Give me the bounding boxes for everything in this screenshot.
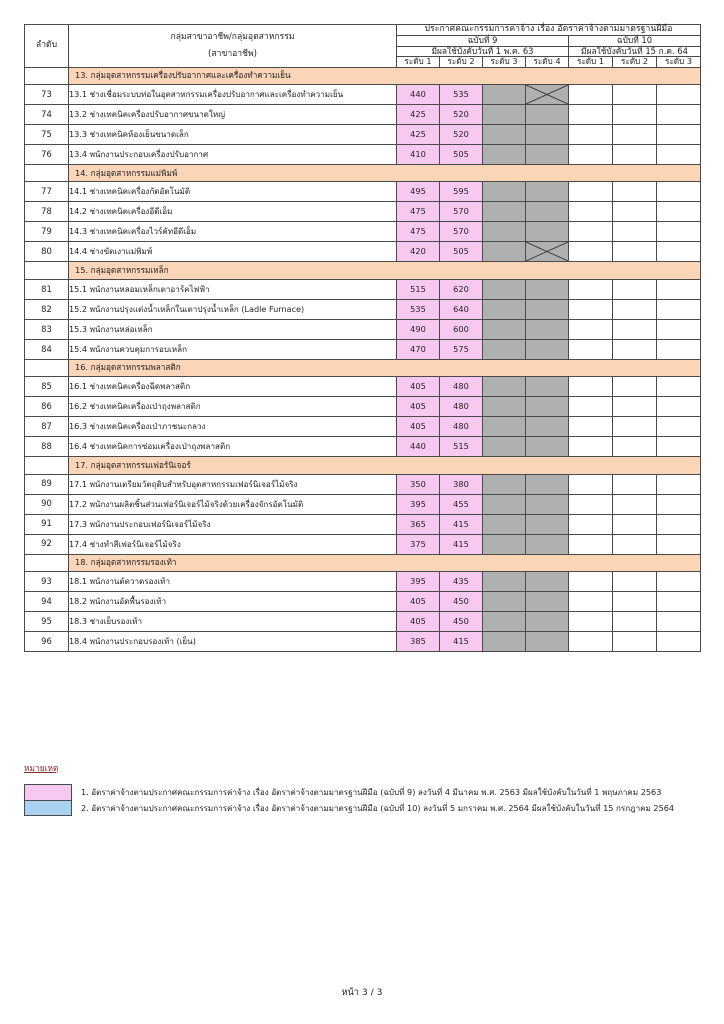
wage-cell-ed9-level2: 415 [440,632,483,652]
section-band-row [25,554,701,571]
wage-cell-ed9-level3 [483,85,526,105]
wage-cell-ed9-level3 [483,592,526,612]
crossed-out-marker [526,85,568,104]
wage-cell-ed10-level1 [569,632,613,652]
row-occupation-name: 16.1 ช่างเทคนิคเครื่องฉีดพลาสติก [69,377,397,397]
wage-cell-ed9-level3 [483,279,526,299]
wage-cell-ed9-level3 [483,319,526,339]
wage-cell-ed9-level2: 570 [440,202,483,222]
wage-cell-ed10-level1 [569,339,613,359]
row-occupation-name: 17.4 ช่างทำสีเฟอร์นิเจอร์ไม้จริง [69,534,397,554]
table-row [25,279,701,299]
row-seq: 95 [25,612,69,632]
wage-cell-ed9-level2: 640 [440,299,483,319]
note-text: 2. อัตราค่าจ้างตามประกาศคณะกรรมการค่าจ้าง เรื่อง อัตราค่าจ้างตามมาตรฐานฝีมือ (ฉบับที่ 10) ลงวันที่ 5 มกราคม พ.ศ. 2564 มีผลใช้บังคับในวันที่ 15 กรกฎาคม 2564 [81,802,675,813]
wage-cell-ed9-level1: 405 [397,377,440,397]
section-band-seq-spacer [25,359,69,376]
row-seq: 76 [25,145,69,165]
wage-cell-ed9-level4 [526,125,569,145]
wage-cell-ed9-level2: 480 [440,377,483,397]
wage-cell-ed9-level4 [526,474,569,494]
wage-cell-ed10-level2 [613,222,657,242]
row-seq: 90 [25,494,69,514]
wage-cell-ed10-level2 [613,437,657,457]
wage-cell-ed9-level2: 435 [440,572,483,592]
wage-cell-ed9-level3 [483,397,526,417]
wage-cell-ed10-level1 [569,242,613,262]
row-occupation-name: 18.1 พนักงานตัดวาดรองเท้า [69,572,397,592]
wage-cell-ed10-level3 [657,397,701,417]
wage-cell-ed9-level3 [483,125,526,145]
table-row [25,125,701,145]
page-number: หน้า 3 / 3 [341,987,383,998]
notes-list [24,784,704,816]
wage-cell-ed9-level1: 470 [397,339,440,359]
wage-cell-ed10-level2 [613,85,657,105]
wage-cell-ed9-level2: 380 [440,474,483,494]
wage-cell-ed9-level1: 490 [397,319,440,339]
section-band-seq-spacer [25,165,69,182]
wage-cell-ed10-level1 [569,572,613,592]
wage-cell-ed9-level2: 450 [440,592,483,612]
row-seq: 94 [25,592,69,612]
wage-cell-ed9-level1: 405 [397,592,440,612]
section-band-row [25,67,701,84]
wage-cell-ed10-level2 [613,182,657,202]
section-band-row [25,457,701,474]
wage-cell-ed10-level2 [613,202,657,222]
wage-cell-ed9-level4 [526,105,569,125]
table-row [25,632,701,652]
wage-cell-ed9-level1: 405 [397,612,440,632]
wage-cell-ed10-level1 [569,397,613,417]
wage-cell-ed10-level1 [569,125,613,145]
wage-cell-ed10-level2 [613,572,657,592]
wage-cell-ed10-level1 [569,145,613,165]
wage-cell-ed10-level1 [569,592,613,612]
wage-cell-ed9-level1: 425 [397,125,440,145]
wage-cell-ed10-level2 [613,377,657,397]
wage-cell-ed10-level1 [569,534,613,554]
wage-cell-ed9-level1: 425 [397,105,440,125]
wage-cell-ed9-level4 [526,632,569,652]
note-item [24,784,704,800]
row-occupation-name: 18.3 ช่างเย็บรองเท้า [69,612,397,632]
wage-cell-ed9-level4 [526,572,569,592]
table-row [25,572,701,592]
header-seq: ลำดับ [25,25,69,68]
wage-cell-ed10-level1 [569,105,613,125]
wage-cell-ed9-level4 [526,299,569,319]
row-occupation-name: 16.4 ช่างเทคนิคการซ่อมเครื่องเป่าถุงพลาสติก [69,437,397,457]
wage-cell-ed10-level3 [657,612,701,632]
table-row [25,339,701,359]
wage-cell-ed9-level3 [483,572,526,592]
wage-cell-ed10-level3 [657,85,701,105]
table-body [25,67,701,652]
row-occupation-name: 15.3 พนักงานหล่อเหล็ก [69,319,397,339]
wage-cell-ed9-level3 [483,632,526,652]
header-edition-10-effective: มีผลใช้บังคับวันที่ 15 ก.ค. 64 [569,46,701,57]
row-occupation-name: 17.1 พนักงานเตรียมวัตถุดิบสำหรับอุตสาหกรรมเฟอร์นิเจอร์ไม้จริง [69,474,397,494]
row-occupation-name: 17.2 พนักงานผลิตชิ้นส่วนเฟอร์นิเจอร์ไม้จริงด้วยเครื่องจักรอัตโนมัติ [69,494,397,514]
row-seq: 77 [25,182,69,202]
note-item [24,800,704,816]
wage-cell-ed9-level1: 405 [397,397,440,417]
note-color-swatch-blue [24,800,72,816]
wage-cell-ed10-level1 [569,417,613,437]
header-occupation-group [69,25,397,68]
row-seq: 87 [25,417,69,437]
table-row [25,202,701,222]
wage-standards-table [24,24,701,652]
header-edition-9-effective: มีผลใช้บังคับวันที่ 1 พ.ค. 63 [397,46,569,57]
wage-cell-ed10-level3 [657,514,701,534]
wage-cell-ed10-level3 [657,632,701,652]
wage-cell-ed9-level1: 495 [397,182,440,202]
wage-cell-ed10-level2 [613,474,657,494]
table-row [25,105,701,125]
wage-cell-ed9-level1: 535 [397,299,440,319]
wage-cell-ed10-level1 [569,182,613,202]
wage-cell-ed10-level1 [569,494,613,514]
row-seq: 78 [25,202,69,222]
wage-cell-ed9-level1: 475 [397,202,440,222]
header-announcement: ประกาศคณะกรรมการค่าจ้าง เรื่อง อัตราค่าจ้างตามมาตรฐานฝีมือ [397,25,701,36]
wage-cell-ed10-level3 [657,125,701,145]
wage-cell-ed10-level1 [569,437,613,457]
table-row [25,417,701,437]
wage-cell-ed10-level3 [657,417,701,437]
header-ed10-level-2: ระดับ 2 [613,57,657,67]
header-ed9-level-2: ระดับ 2 [440,57,483,67]
row-seq: 84 [25,339,69,359]
header-group-line2: (สาขาอาชีพ) [208,48,257,59]
wage-cell-ed10-level1 [569,85,613,105]
wage-cell-ed9-level1: 375 [397,534,440,554]
wage-cell-ed10-level1 [569,222,613,242]
wage-cell-ed9-level3 [483,514,526,534]
section-band-seq-spacer [25,457,69,474]
header-ed9-level-3: ระดับ 3 [483,57,526,67]
wage-cell-ed10-level2 [613,145,657,165]
row-occupation-name: 15.2 พนักงานปรุงแต่งน้ำเหล็กในเตาปรุงน้ำเหล็ก (Ladle Furnace) [69,299,397,319]
wage-cell-ed9-level2: 450 [440,612,483,632]
crossed-out-marker [526,242,568,261]
wage-cell-ed9-level2: 505 [440,145,483,165]
section-band-row [25,359,701,376]
wage-cell-ed10-level1 [569,319,613,339]
wage-cell-ed9-level1: 440 [397,437,440,457]
wage-cell-ed10-level3 [657,592,701,612]
wage-cell-ed9-level2: 520 [440,105,483,125]
row-occupation-name: 14.1 ช่างเทคนิคเครื่องกัดอัตโนมัติ [69,182,397,202]
wage-cell-ed9-level1: 410 [397,145,440,165]
wage-cell-ed10-level3 [657,494,701,514]
wage-cell-ed9-level1: 350 [397,474,440,494]
wage-cell-ed9-level4 [526,397,569,417]
row-seq: 75 [25,125,69,145]
wage-cell-ed10-level3 [657,242,701,262]
wage-cell-ed10-level2 [613,632,657,652]
table-row [25,222,701,242]
wage-cell-ed9-level3 [483,299,526,319]
section-band-seq-spacer [25,67,69,84]
wage-cell-ed10-level2 [613,319,657,339]
wage-cell-ed9-level3 [483,437,526,457]
wage-cell-ed9-level3 [483,242,526,262]
wage-cell-ed10-level1 [569,202,613,222]
section-band-row [25,165,701,182]
row-occupation-name: 16.3 ช่างเทคนิคเครื่องเป่าภาชนะกลวง [69,417,397,437]
row-occupation-name: 13.1 ช่างเชื่อมระบบท่อในอุตสาหกรรมเครื่องปรับอากาศและเครื่องทำความเย็น [69,85,397,105]
wage-cell-ed10-level3 [657,202,701,222]
row-seq: 74 [25,105,69,125]
wage-cell-ed9-level1: 385 [397,632,440,652]
table-row [25,242,701,262]
table-row [25,377,701,397]
header-ed9-level-4: ระดับ 4 [526,57,569,67]
row-occupation-name: 13.3 ช่างเทคนิคห้องเย็นขนาดเล็ก [69,125,397,145]
wage-cell-ed10-level2 [613,279,657,299]
wage-cell-ed10-level3 [657,534,701,554]
wage-cell-ed9-level2: 570 [440,222,483,242]
wage-cell-ed9-level3 [483,202,526,222]
wage-cell-ed10-level3 [657,222,701,242]
note-color-swatch-pink [24,784,72,800]
row-seq: 89 [25,474,69,494]
wage-cell-ed9-level2: 415 [440,534,483,554]
wage-cell-ed9-level3 [483,534,526,554]
row-seq: 85 [25,377,69,397]
wage-cell-ed9-level3 [483,145,526,165]
wage-cell-ed10-level3 [657,182,701,202]
row-seq: 93 [25,572,69,592]
table-row [25,514,701,534]
wage-cell-ed10-level3 [657,377,701,397]
row-seq: 91 [25,514,69,534]
wage-cell-ed9-level4 [526,182,569,202]
wage-cell-ed10-level2 [613,592,657,612]
wage-cell-ed9-level3 [483,612,526,632]
row-occupation-name: 13.2 ช่างเทคนิคเครื่องปรับอากาศขนาดใหญ่ [69,105,397,125]
wage-cell-ed10-level3 [657,299,701,319]
wage-cell-ed9-level4 [526,534,569,554]
wage-cell-ed9-level3 [483,182,526,202]
wage-cell-ed9-level1: 395 [397,572,440,592]
note-text: 1. อัตราค่าจ้างตามประกาศคณะกรรมการค่าจ้าง เรื่อง อัตราค่าจ้างตามมาตรฐานฝีมือ (ฉบับที่ 9) ลงวันที่ 4 มีนาคม พ.ศ. 2563 มีผลใช้บังคับในวันที่ 1 พฤษภาคม 2563 [81,786,662,797]
wage-cell-ed9-level4 [526,612,569,632]
wage-cell-ed9-level2: 455 [440,494,483,514]
wage-cell-ed10-level3 [657,105,701,125]
wage-cell-ed10-level2 [613,534,657,554]
wage-cell-ed9-level3 [483,417,526,437]
header-group-line1: กลุ่มสาขาอาชีพ/กลุ่มอุตสาหกรรม [170,32,295,43]
wage-cell-ed9-level1: 405 [397,417,440,437]
wage-cell-ed9-level4 [526,514,569,534]
section-band-row [25,262,701,279]
header-edition-10: ฉบับที่ 10 [569,35,701,46]
section-title: 15. กลุ่มอุตสาหกรรมเหล็ก [69,262,701,279]
wage-cell-ed10-level2 [613,612,657,632]
table-row [25,397,701,417]
row-seq: 73 [25,85,69,105]
wage-cell-ed10-level1 [569,377,613,397]
table-header [25,25,701,68]
wage-cell-ed10-level3 [657,145,701,165]
header-ed9-level-1: ระดับ 1 [397,57,440,67]
wage-cell-ed9-level2: 535 [440,85,483,105]
wage-cell-ed9-level1: 395 [397,494,440,514]
row-occupation-name: 14.3 ช่างเทคนิคเครื่องไวร์คัทอีดีเอ็ม [69,222,397,242]
table-row [25,494,701,514]
wage-cell-ed9-level4 [526,339,569,359]
row-occupation-name: 15.1 พนักงานหลอมเหล็กเตาอาร์คไฟฟ้า [69,279,397,299]
wage-cell-ed9-level4 [526,437,569,457]
wage-cell-ed9-level2: 575 [440,339,483,359]
table-row [25,85,701,105]
wage-cell-ed9-level3 [483,494,526,514]
wage-cell-ed9-level2: 415 [440,514,483,534]
wage-cell-ed9-level2: 595 [440,182,483,202]
wage-cell-ed9-level4 [526,202,569,222]
notes-title: หมายเหตุ [24,763,59,773]
wage-cell-ed9-level4 [526,145,569,165]
table-row [25,319,701,339]
wage-cell-ed10-level1 [569,474,613,494]
wage-cell-ed9-level4 [526,417,569,437]
wage-cell-ed9-level2: 515 [440,437,483,457]
row-occupation-name: 18.4 พนักงานประกอบรองเท้า (เย็น) [69,632,397,652]
section-band-seq-spacer [25,262,69,279]
row-occupation-name: 13.4 พนักงานประกอบเครื่องปรับอากาศ [69,145,397,165]
wage-cell-ed9-level4 [526,592,569,612]
row-seq: 80 [25,242,69,262]
row-occupation-name: 16.2 ช่างเทคนิคเครื่องเป่าถุงพลาสติก [69,397,397,417]
wage-cell-ed9-level2: 620 [440,279,483,299]
wage-cell-ed10-level1 [569,279,613,299]
wage-cell-ed9-level4 [526,242,569,262]
wage-cell-ed9-level4 [526,494,569,514]
row-seq: 88 [25,437,69,457]
wage-cell-ed10-level1 [569,612,613,632]
wage-cell-ed9-level1: 440 [397,85,440,105]
wage-cell-ed9-level4 [526,222,569,242]
wage-cell-ed9-level3 [483,474,526,494]
wage-cell-ed10-level1 [569,299,613,319]
wage-cell-ed10-level2 [613,514,657,534]
row-occupation-name: 14.2 ช่างเทคนิคเครื่องอีดีเอ็ม [69,202,397,222]
table-row [25,612,701,632]
row-seq: 96 [25,632,69,652]
wage-cell-ed10-level2 [613,494,657,514]
section-title: 18. กลุ่มอุตสาหกรรมรองเท้า [69,554,701,571]
section-title: 13. กลุ่มอุตสาหกรรมเครื่องปรับอากาศและเครื่องทำความเย็น [69,67,701,84]
row-seq: 86 [25,397,69,417]
section-title: 16. กลุ่มอุตสาหกรรมพลาสติก [69,359,701,376]
header-edition-9: ฉบับที่ 9 [397,35,569,46]
row-occupation-name: 17.3 พนักงานประกอบเฟอร์นิเจอร์ไม้จริง [69,514,397,534]
wage-cell-ed9-level2: 480 [440,417,483,437]
wage-cell-ed9-level2: 520 [440,125,483,145]
row-seq: 83 [25,319,69,339]
table-row [25,145,701,165]
wage-cell-ed10-level2 [613,242,657,262]
row-occupation-name: 14.4 ช่างขัดเงาแม่พิมพ์ [69,242,397,262]
section-band-seq-spacer [25,554,69,571]
wage-cell-ed9-level4 [526,85,569,105]
wage-cell-ed10-level3 [657,437,701,457]
wage-cell-ed9-level2: 505 [440,242,483,262]
row-seq: 82 [25,299,69,319]
wage-cell-ed9-level4 [526,377,569,397]
wage-cell-ed9-level1: 365 [397,514,440,534]
row-seq: 79 [25,222,69,242]
notes-section [24,756,704,816]
header-ed10-level-3: ระดับ 3 [657,57,701,67]
row-seq: 92 [25,534,69,554]
table-row [25,299,701,319]
table-row [25,437,701,457]
wage-cell-ed10-level3 [657,474,701,494]
row-occupation-name: 18.2 พนักงานอัดพื้นรองเท้า [69,592,397,612]
wage-cell-ed9-level3 [483,222,526,242]
wage-cell-ed10-level3 [657,279,701,299]
row-occupation-name: 15.4 พนักงานควบคุมการอบเหล็ก [69,339,397,359]
wage-cell-ed9-level1: 515 [397,279,440,299]
wage-cell-ed9-level1: 420 [397,242,440,262]
wage-cell-ed10-level2 [613,397,657,417]
table-row [25,534,701,554]
row-seq: 81 [25,279,69,299]
section-title: 14. กลุ่มอุตสาหกรรมแม่พิมพ์ [69,165,701,182]
table-row [25,474,701,494]
wage-cell-ed10-level2 [613,105,657,125]
wage-cell-ed10-level3 [657,572,701,592]
wage-cell-ed10-level1 [569,514,613,534]
wage-cell-ed10-level2 [613,125,657,145]
wage-cell-ed9-level4 [526,279,569,299]
section-title: 17. กลุ่มอุตสาหกรรมเฟอร์นิเจอร์ [69,457,701,474]
wage-cell-ed10-level2 [613,339,657,359]
header-ed10-level-1: ระดับ 1 [569,57,613,67]
wage-cell-ed9-level2: 600 [440,319,483,339]
wage-cell-ed10-level2 [613,299,657,319]
table-row [25,182,701,202]
wage-cell-ed9-level3 [483,105,526,125]
wage-cell-ed9-level4 [526,319,569,339]
table-row [25,592,701,612]
wage-cell-ed9-level2: 480 [440,397,483,417]
wage-cell-ed9-level1: 475 [397,222,440,242]
wage-cell-ed10-level3 [657,319,701,339]
wage-cell-ed10-level3 [657,339,701,359]
wage-cell-ed9-level3 [483,377,526,397]
wage-cell-ed10-level2 [613,417,657,437]
wage-cell-ed9-level3 [483,339,526,359]
